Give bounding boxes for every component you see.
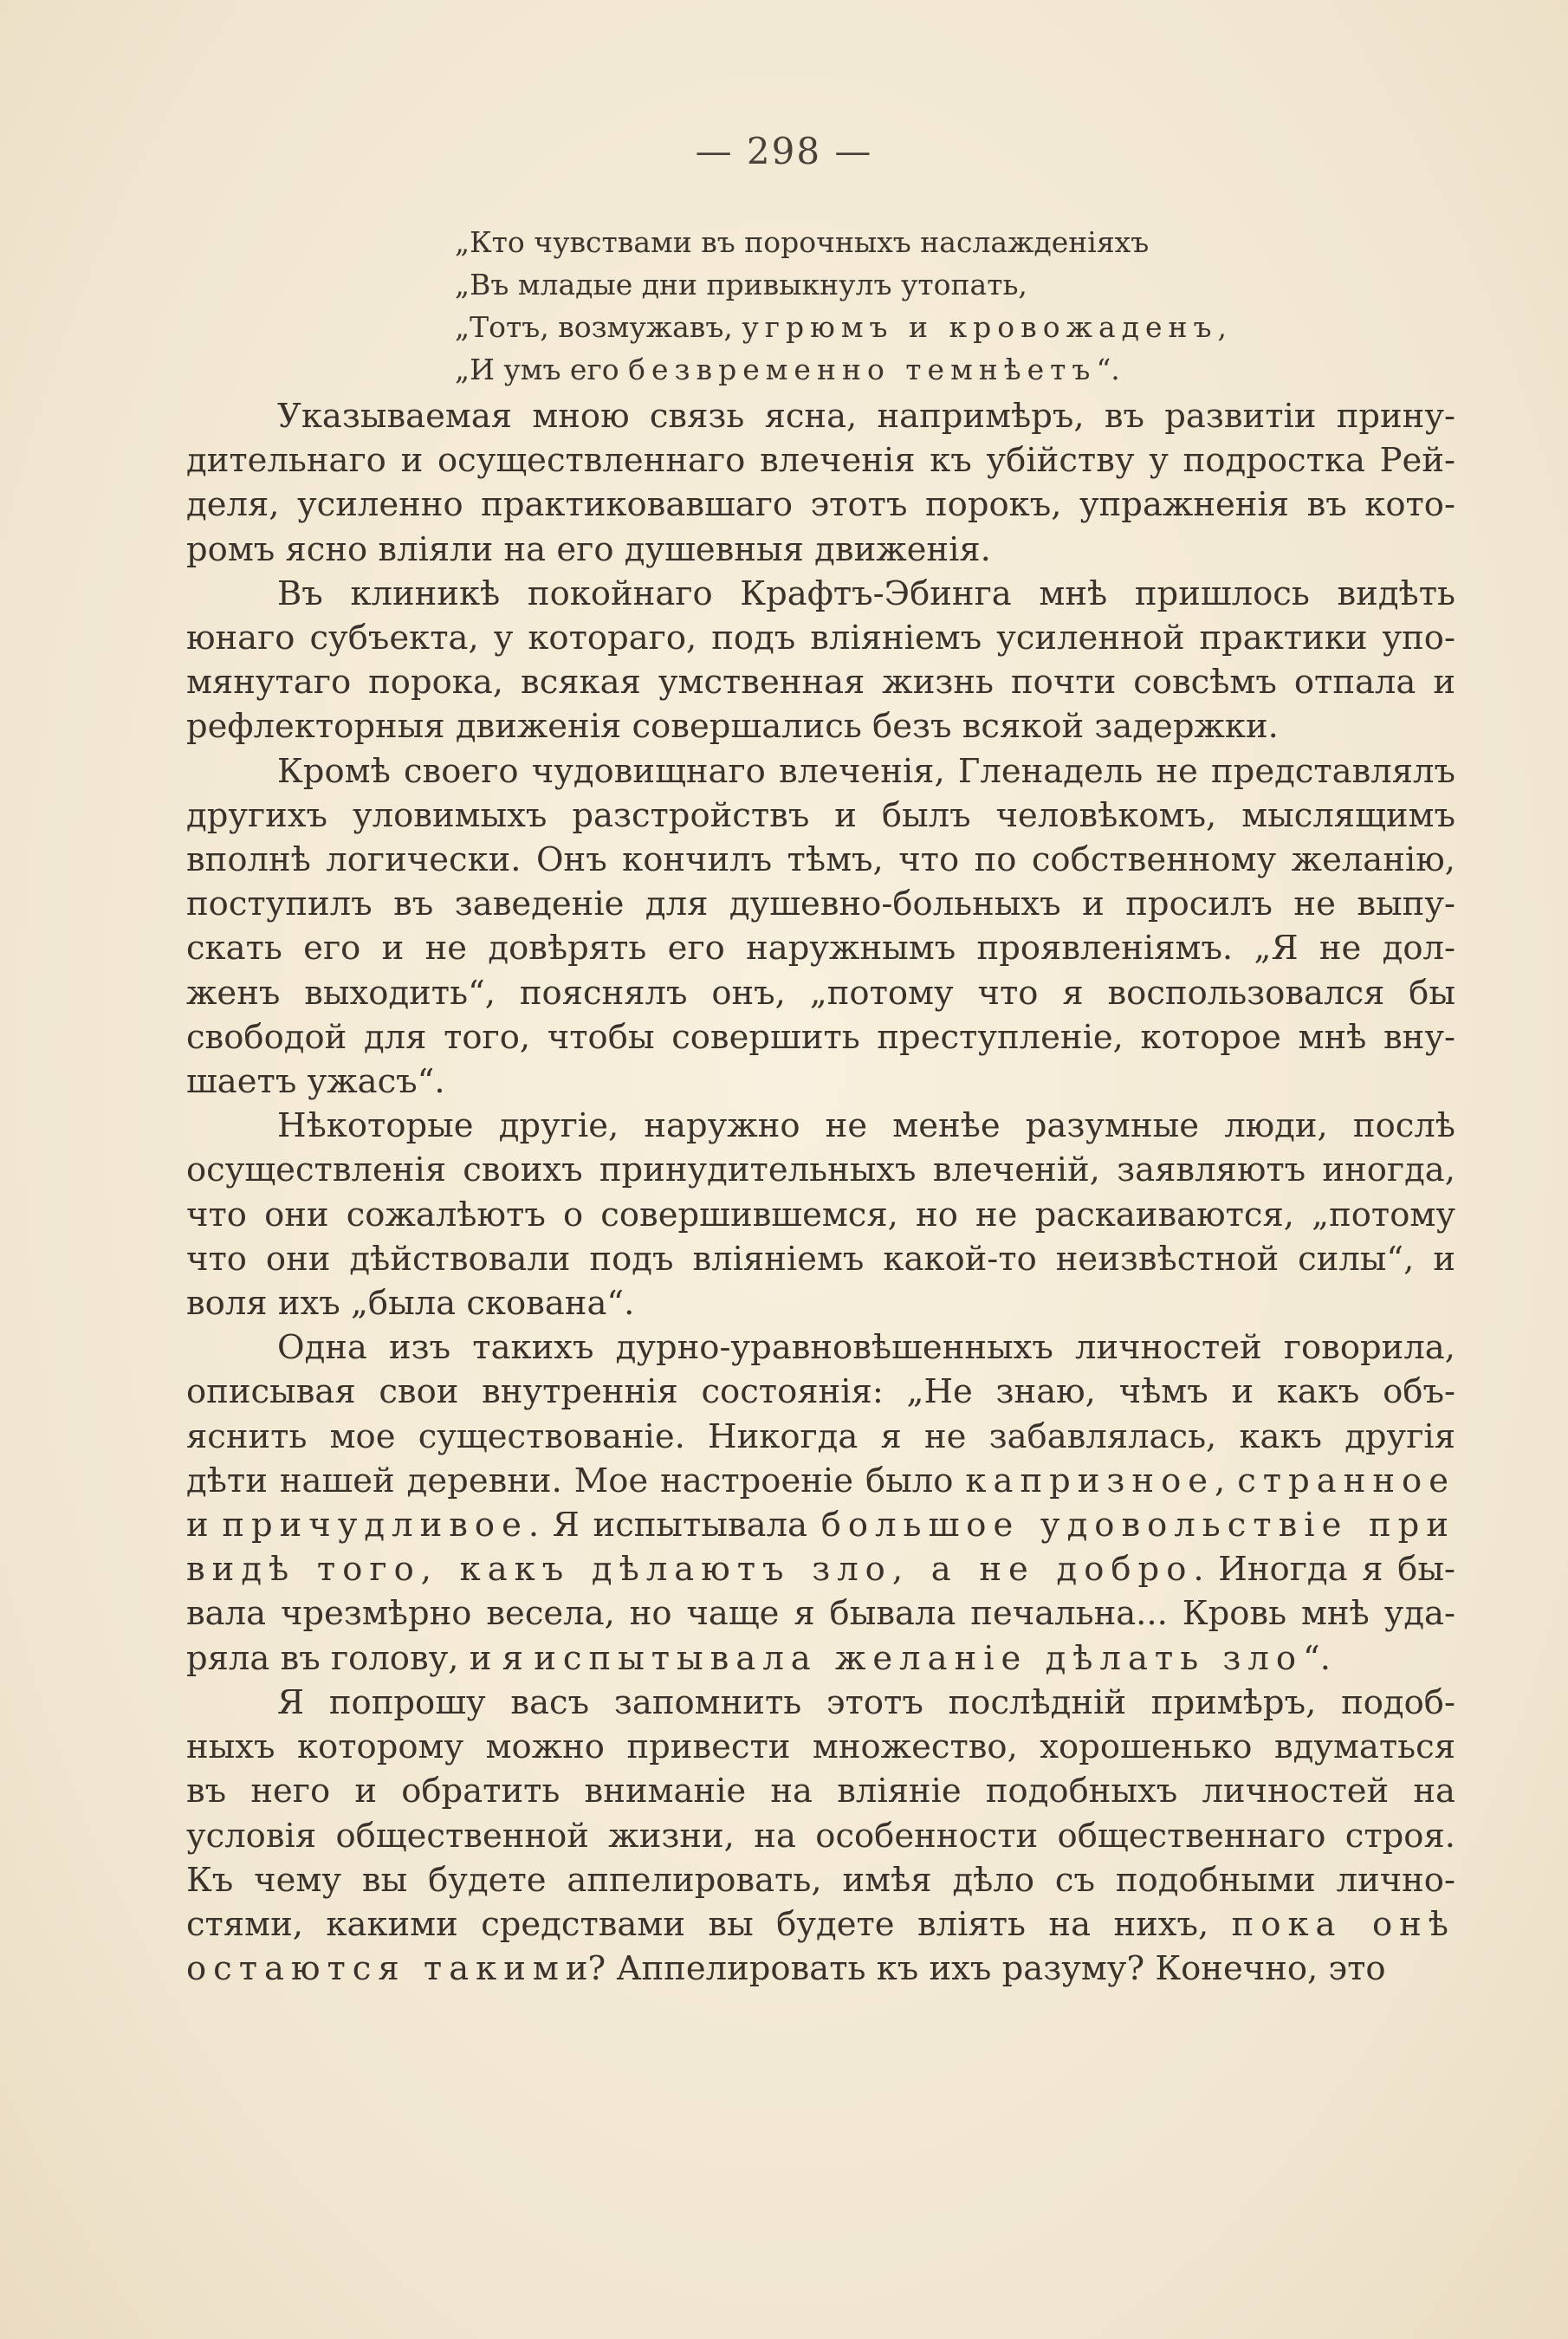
- text-line: [186, 1325, 1455, 1370]
- text-line: [186, 1947, 1455, 1991]
- text-line: [186, 882, 1455, 926]
- text-run: ныхъ которому можно привести множество, хорошенько вдуматься: [186, 1727, 1455, 1767]
- text-run: . Я испытывала: [528, 1506, 821, 1545]
- paragraph: [186, 1325, 1455, 1681]
- text-run: описывая свои внутреннія состоянія: „Не знаю, чѣмъ и какъ объ-: [186, 1372, 1455, 1412]
- text-run: женъ выходить“, пояснялъ онъ, „потому что я воспользовался бы: [186, 973, 1455, 1013]
- text-line: [186, 749, 1455, 794]
- spaced-emphasis-text: странное: [1237, 1461, 1455, 1500]
- text-line: [186, 528, 1455, 572]
- text-run: что они сожалѣютъ о совершившемся, но не раскаиваются, „потому: [186, 1195, 1455, 1234]
- text-line: [186, 1415, 1455, 1459]
- text-line: [186, 1725, 1455, 1769]
- text-run: юнаго субъекта, у котораго, подъ вліяніемъ усиленной практики упо-: [186, 619, 1455, 658]
- poem-line: [455, 306, 1408, 348]
- text-line: [186, 1902, 1455, 1947]
- paragraph: [186, 749, 1455, 1105]
- text-run: свободой для того, чтобы совершить преступленіе, которое мнѣ вну-: [186, 1017, 1455, 1057]
- text-line: [186, 1015, 1455, 1059]
- text-line: [186, 572, 1455, 616]
- poem-line: [455, 263, 1408, 306]
- text-run: дительнаго и осуществленнаго влеченія къ убійству у подростка Рей-: [186, 441, 1455, 481]
- text-line: [186, 1059, 1455, 1104]
- text-line: [186, 1858, 1455, 1902]
- text-line: [186, 483, 1455, 527]
- text-run: ,: [1217, 310, 1227, 344]
- spaced-emphasis-text: испытывала желаніе дѣлать зло: [534, 1638, 1304, 1678]
- text-run: яснить мое существованіе. Никогда я не забавлялась, какъ другія: [186, 1416, 1455, 1456]
- text-run: условія общественной жизни, на особенности общественнаго строя.: [186, 1816, 1455, 1856]
- text-run: и? Аппелировать къ ихъ разуму? Конечно, это: [565, 1949, 1386, 1989]
- poem-quote: [455, 221, 1408, 391]
- text-run: Одна изъ такихъ дурно-уравновѣшенныхъ личностей говорила,: [277, 1328, 1455, 1368]
- text-line: [186, 838, 1455, 882]
- text-run: въ него и обратить вниманіе на вліяніе подобныхъ личностей на: [186, 1772, 1455, 1811]
- text-run: вполнѣ логически. Онъ кончилъ тѣмъ, что по собственному желанію,: [186, 840, 1455, 880]
- text-run: Въ клиникѣ покойнаго Крафтъ-Эбинга мнѣ пришлось видѣть: [277, 573, 1455, 613]
- paragraph: [186, 1681, 1455, 1991]
- spaced-emphasis-text: угрюмъ и кровожаденъ: [742, 310, 1218, 344]
- text-run: Къ чему вы будете аппелировать, имѣя дѣло съ подобными лично-: [186, 1860, 1455, 1900]
- text-line: [186, 794, 1455, 838]
- spaced-emphasis-text: безвременно темнѣетъ: [628, 353, 1097, 386]
- text-run: осуществленія своихъ принудительныхъ влеченій, заявляютъ иногда,: [186, 1150, 1455, 1190]
- text-run: стями, какими средствами вы будете вліять на нихъ,: [186, 1904, 1232, 1944]
- text-line: [186, 1104, 1455, 1148]
- spaced-emphasis-text: капризное: [965, 1461, 1215, 1500]
- text-line: [186, 1237, 1455, 1281]
- text-run: рефлекторныя движенія совершались безъ всякой задержки.: [186, 707, 1279, 747]
- text-line: [186, 394, 1455, 438]
- text-line: [186, 438, 1455, 483]
- text-line: [186, 1814, 1455, 1858]
- text-run: другихъ уловимыхъ разстройствъ и былъ человѣкомъ, мыслящимъ: [186, 795, 1455, 835]
- text-line: [186, 926, 1455, 970]
- page-number: — 298 —: [695, 130, 873, 172]
- text-line: [186, 616, 1455, 660]
- body-text: [186, 394, 1455, 1991]
- text-line: [186, 1281, 1455, 1325]
- text-run: шаетъ ужасъ“.: [186, 1062, 445, 1102]
- text-line: [186, 704, 1455, 748]
- spaced-emphasis-text: пока онѣ: [1231, 1904, 1455, 1944]
- text-run: “.: [1303, 1638, 1331, 1678]
- text-run: „И умъ его: [455, 353, 629, 386]
- spaced-emphasis-text: большое удовольствіе при: [820, 1506, 1455, 1545]
- text-run: ,: [1215, 1461, 1238, 1500]
- text-line: [186, 1459, 1455, 1503]
- text-line: [186, 1769, 1455, 1813]
- text-run: мянутаго порока, всякая умственная жизнь почти совсѣмъ отпала и: [186, 663, 1455, 703]
- text-run: Нѣкоторые другіе, наружно не менѣе разумные люди, послѣ: [277, 1106, 1455, 1146]
- paragraph: [186, 1104, 1455, 1325]
- text-run: вала чрезмѣрно весела, но чаще я бывала печальна... Кровь мнѣ уда-: [186, 1594, 1455, 1634]
- text-line: [186, 1591, 1455, 1636]
- text-run: и: [186, 1506, 223, 1545]
- text-run: дѣти нашей деревни. Мое настроеніе было: [186, 1461, 966, 1500]
- spaced-emphasis-text: видѣ того, какъ дѣлаютъ зло, а не добро: [186, 1550, 1194, 1590]
- text-run: поступилъ въ заведеніе для душевно-больныхъ и просилъ не выпу-: [186, 884, 1455, 924]
- text-run: что они дѣйствовали подъ вліяніемъ какой-то неизвѣстной силы“, и: [186, 1239, 1455, 1279]
- spaced-emphasis-text: остаются таким: [186, 1949, 566, 1989]
- spaced-emphasis-text: причудливое: [222, 1506, 528, 1545]
- poem-line: [455, 221, 1408, 263]
- text-run: воля ихъ „была скована“.: [186, 1284, 635, 1324]
- text-run: Кромѣ своего чудовищнаго влеченія, Гленадель не представлялъ: [277, 751, 1455, 791]
- text-run: ряла въ голову, и я: [186, 1638, 535, 1678]
- text-line: [186, 1503, 1455, 1547]
- paragraph: [186, 394, 1455, 572]
- text-line: [186, 1148, 1455, 1192]
- text-run: деля, усиленно практиковавшаго этотъ порокъ, упражненія въ кото-: [186, 485, 1455, 525]
- text-run: Указываемая мною связь ясна, напримѣръ, въ развитіи прину-: [277, 397, 1455, 436]
- text-line: [186, 1636, 1455, 1681]
- text-run: ромъ ясно вліяли на его душевныя движенія.: [186, 529, 991, 569]
- text-run: „Тотъ, возмужавъ,: [455, 310, 742, 344]
- paragraph: [186, 572, 1455, 749]
- text-run: „Въ младые дни привыкнулъ утопать,: [455, 268, 1027, 301]
- text-run: . Иногда я бы-: [1193, 1550, 1455, 1590]
- text-run: „Кто чувствами въ порочныхъ наслажденіяхъ: [455, 225, 1150, 259]
- text-line: [186, 1547, 1455, 1591]
- text-line: [186, 660, 1455, 704]
- poem-line: [455, 348, 1408, 391]
- text-line: [186, 971, 1455, 1015]
- text-run: “.: [1096, 353, 1120, 386]
- text-line: [186, 1370, 1455, 1414]
- text-run: Я попрошу васъ запомнить этотъ послѣдній примѣръ, подоб-: [277, 1682, 1455, 1722]
- text-line: [186, 1681, 1455, 1725]
- text-run: скать его и не довѣрять его наружнымъ проявленіямъ. „Я не дол-: [186, 929, 1455, 969]
- text-line: [186, 1193, 1455, 1237]
